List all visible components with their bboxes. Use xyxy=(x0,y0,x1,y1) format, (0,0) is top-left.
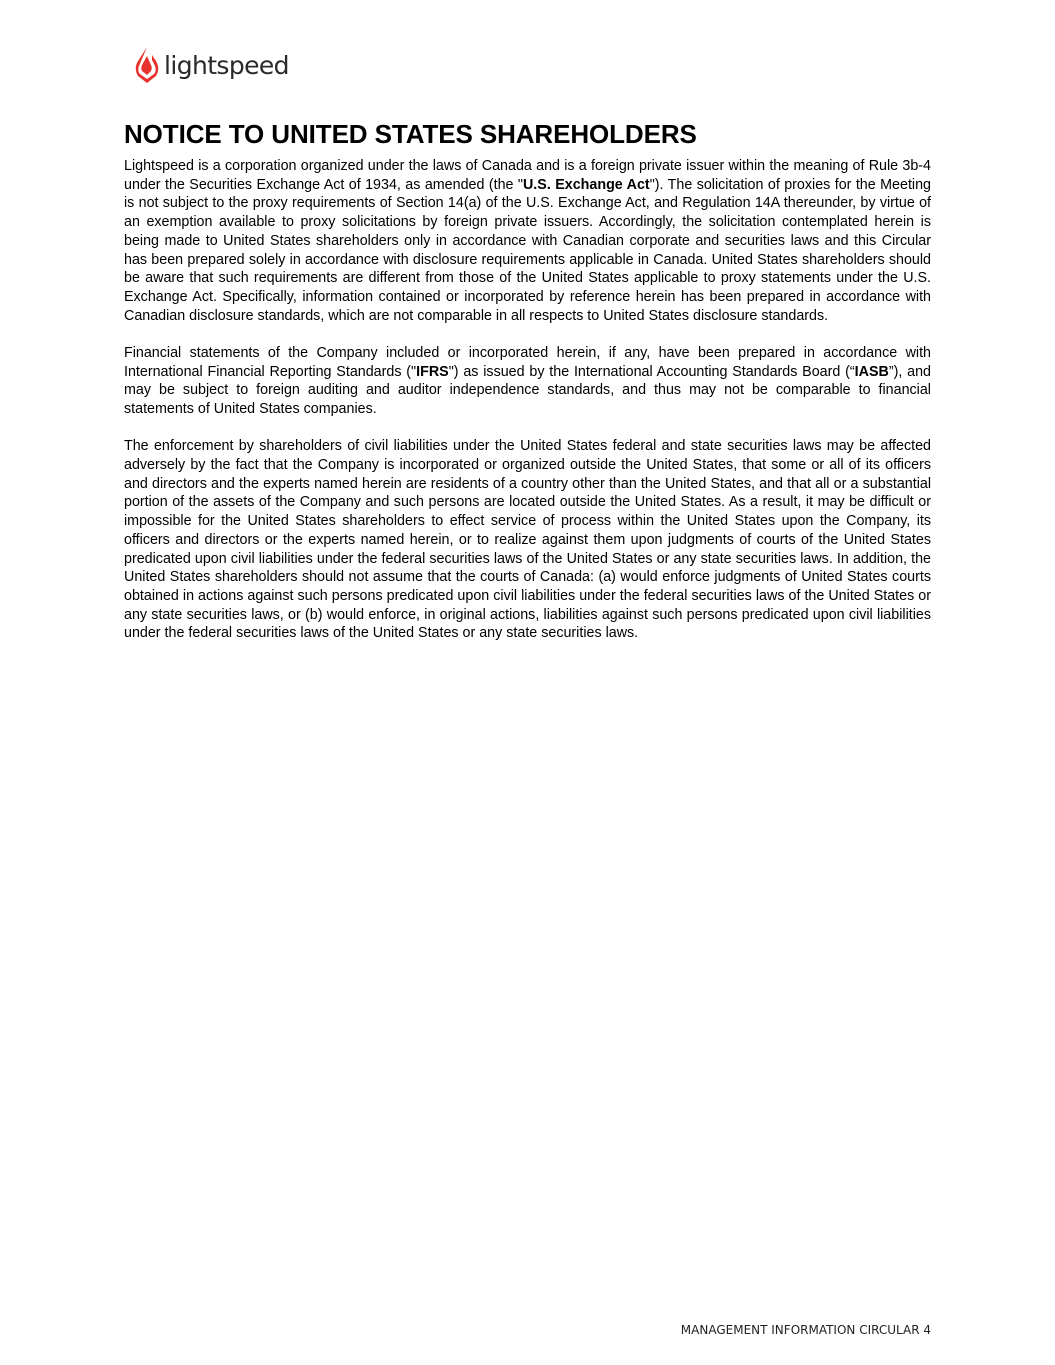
term-ifrs: IFRS xyxy=(416,363,449,380)
term-iasb: IASB xyxy=(854,363,889,380)
document-body xyxy=(124,117,931,662)
page-footer: MANAGEMENT INFORMATION CIRCULAR 4 xyxy=(680,1323,931,1337)
company-logo xyxy=(135,46,289,84)
paragraph-enforcement: The enforcement by shareholders of civil liabilities under the United States federal and state securities laws may be affected adversely by the fact that the Company is incorporated or organized outside the United States, that some or all of its officers and directors and the experts named herein are residents of a country other than the United States, and that all or a substantial portion of the assets of the Company and such persons are located outside the United States. As a result, it may be difficult or impossible for the United States shareholders to effect service of process within the United States upon the Company, its officers and directors or the experts named herein, or to realize against them upon judgments of courts of the United States predicated upon civil liabilities under the federal securities laws of the United States or any state securities laws. In addition, the United States shareholders should not assume that the courts of Canada: (a) would enforce judgments of United States courts obtained in actions against such persons predicated upon civil liabilities under the federal securities laws of the United States or any state securities laws, or (b) would enforce, in original actions, liabilities against such persons predicated upon civil liabilities under the federal securities laws of the United States or any state securities laws. xyxy=(124,438,931,642)
term-us-exchange-act: U.S. Exchange Act xyxy=(522,176,650,193)
flame-icon xyxy=(135,46,161,84)
page-title: NOTICE TO UNITED STATES SHAREHOLDERS xyxy=(124,119,697,149)
paragraph-foreign-issuer: Lightspeed is a corporation organized under the laws of Canada and is a foreign private issuer within the meaning of Rule 3b-4 under the Securities Exchange Act of 1934, as amended (the "U.S. Exchange Act"). The solicitation of proxies for the Meeting is not subject to the proxy requirements of Section 14(a) of the U.S. Exchange Act, and Regulation 14A thereunder, by virtue of an exemption available to proxy solicitations by foreign private issuers. Accordingly, the solicitation contemplated herein is being made to United States shareholders only in accordance with Canadian corporate and securities laws and this Circular has been prepared solely in accordance with disclosure requirements applicable in Canada. United States shareholders should be aware that such requirements are different from those of the United States applicable to proxy statements under the U.S. Exchange Act. Specifically, information contained or incorporated by reference herein has been prepared in accordance with Canadian disclosure standards, which are not comparable in all respects to United States disclosure standards. xyxy=(124,158,931,324)
paragraph-financial-statements: Financial statements of the Company included or incorporated herein, if any, have been prepared in accordance with International Financial Reporting Standards ("IFRS") as issued by the International Accounting Standards Board (“IASB”), and may be subject to foreign auditing and auditor independence standards, and thus may not be comparable to financial statements of United States companies. xyxy=(124,344,931,418)
logo-wordmark: lightspeed xyxy=(164,50,289,80)
